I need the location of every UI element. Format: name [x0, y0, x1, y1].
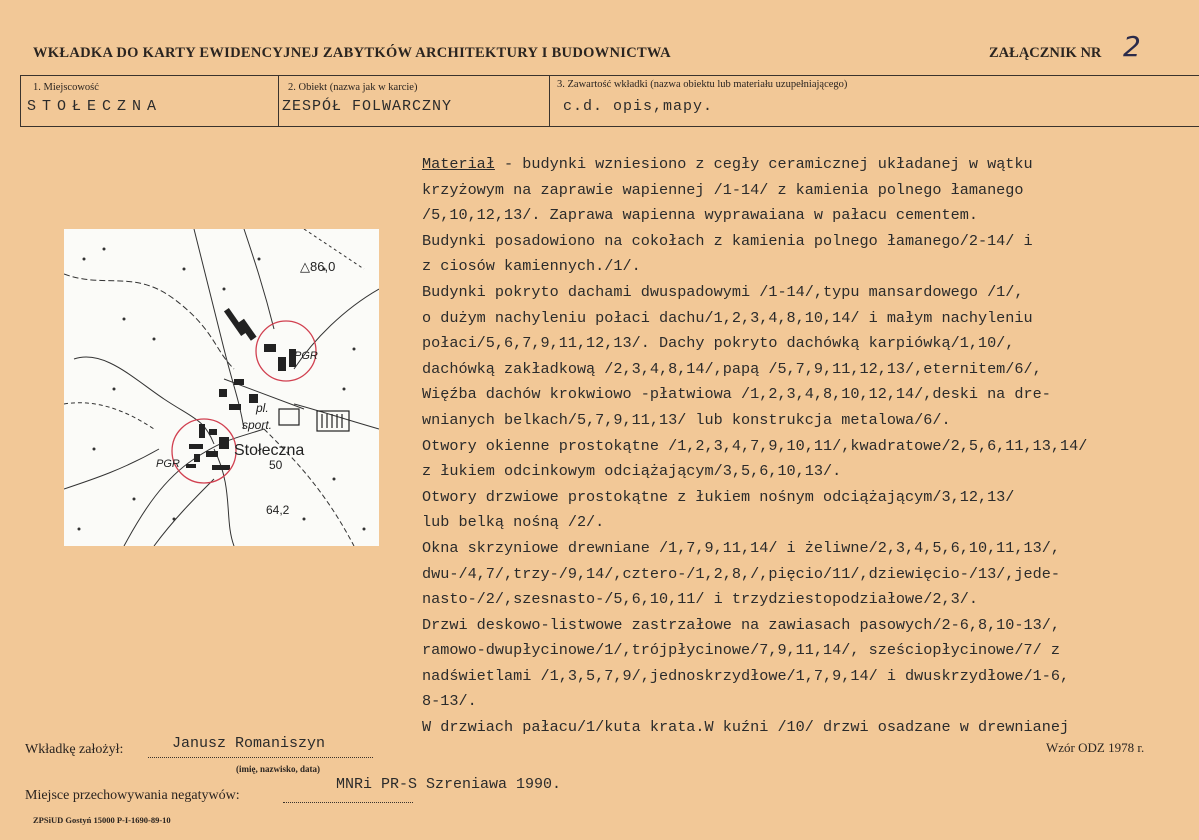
- description-line: Budynki pokryto dachami dwuspadowymi /1-14/,typu mansardowego /1/,: [422, 282, 1024, 301]
- description-line: o dużym nachyleniu połaci dachu/1,2,3,4,8,10,14/ i małym nachyleniu: [422, 308, 1033, 327]
- contents-label: 3. Zawartość wkładki (nazwa obiektu lub materiału uzupełniającego): [557, 79, 848, 90]
- author-hint: (imię, nazwisko, data): [236, 764, 320, 774]
- description-line: wnianych belkach/5,7,9,11,13/ lub konstrukcja metalowa/6/.: [422, 410, 951, 429]
- map-drawing: [64, 229, 379, 546]
- description-line: Okna skrzyniowe drewniane /1,7,9,11,14/ i żeliwne/2,3,4,5,6,10,11,13/,: [422, 538, 1060, 557]
- form-title: WKŁADKA DO KARTY EWIDENCYJNEJ ZABYTKÓW ARCHITEKTURY I BUDOWNICTWA: [33, 45, 671, 61]
- map-label-pgr-2: PGR: [156, 458, 180, 470]
- description-line: dwu-/4,7/,trzy-/9,14/,cztero-/1,2,8,/,pięcio/11/,dziewięcio-/13/,jede-: [422, 564, 1060, 583]
- map-elevation-2: 64,2: [266, 503, 290, 517]
- description-line: [422, 152, 1087, 178]
- description-line-rest: - budynki wzniesiono z cegły ceramicznej układanej w wątku: [494, 155, 1033, 173]
- storage-dotted-line: [283, 802, 413, 803]
- description-line: dachówką zakładkową /2,3,4,8,14/,papą /5,7,9,11,12,13/,eternitem/6/,: [422, 359, 1042, 378]
- description-line: nadświetlami /1,3,5,7,9/,jednoskrzydłowe/1,7,9,14/ i dwuskrzydłowe/1-6,: [422, 666, 1070, 685]
- description-line: /5,10,12,13/. Zaprawa wapienna wyprawaiana w pałacu cementem.: [422, 206, 978, 225]
- locality-value: STOŁECZNA: [27, 98, 163, 115]
- description-line: nasto-/2/,szesnasto-/5,6,10,11/ i trzydziestopodziałowe/2,3/.: [422, 590, 978, 609]
- form-version: Wzór ODZ 1978 r.: [1046, 740, 1145, 755]
- map-label-town: Stołeczna: [234, 442, 305, 459]
- fields-divider: [20, 126, 1199, 127]
- attachment-number: 2: [1123, 30, 1141, 63]
- attachment-label: ZAŁĄCZNIK NR: [989, 45, 1102, 61]
- locality-label: 1. Miejscowość: [33, 82, 99, 93]
- description-line: Drzwi deskowo-listwowe zastrzałowe na zawiasach pasowych/2-6,8,10-13/,: [422, 615, 1060, 634]
- field-separator-2: [549, 75, 550, 126]
- description-line: Otwory okienne prostokątne /1,2,3,4,7,9,10,11/,kwadratowe/2,5,6,11,13,14/: [422, 436, 1088, 455]
- author-dotted-line: [148, 757, 373, 758]
- description-text: [422, 152, 1087, 741]
- object-value: ZESPÓŁ FOLWARCZNY: [282, 98, 453, 115]
- storage-label: Miejsce przechowywania negatywów:: [25, 788, 240, 803]
- description-line: połaci/5,6,7,9,11,12,13/. Dachy pokryto dachówką karpiówką/1,10/,: [422, 334, 1015, 353]
- map-label-pl: pl.: [256, 401, 269, 415]
- author-label: Wkładkę założył:: [25, 742, 124, 757]
- object-label: 2. Obiekt (nazwa jak w karcie): [288, 82, 418, 93]
- map-elevation-1: △86,0: [300, 259, 336, 274]
- header-divider: [20, 75, 1199, 76]
- description-line: Więźba dachów krokwiowo -płatwiowa /1,2,3,4,8,10,12,14/,deski na dre-: [422, 385, 1051, 404]
- description-line: lub belką nośną /2/.: [422, 513, 605, 532]
- printer-info: ZPSiUD Gostyń 15000 P-I-1690-89-10: [33, 815, 171, 825]
- contents-value: c.d. opis,mapy.: [563, 98, 714, 115]
- description-line: ramowo-dwupłycinowe/1/,trójpłycinowe/7,9,11,14/, sześciopłycinowe/7/ z: [422, 641, 1060, 660]
- map-label-sport: sport.: [242, 418, 273, 432]
- description-line: 8-13/.: [422, 692, 477, 711]
- description-line: W drzwiach pałacu/1/kuta krata.W kuźni /10/ drzwi osadzane w drewnianej: [422, 718, 1070, 737]
- storage-value: MNRi PR-S Szreniawa 1990.: [336, 776, 562, 793]
- author-value: Janusz Romaniszyn: [172, 735, 326, 752]
- description-line: z ciosów kamiennych./1/.: [422, 257, 641, 276]
- description-line: Otwory drzwiowe prostokątne z łukiem nośnym odciążającym/3,12,13/: [422, 487, 1015, 506]
- location-map: [64, 229, 379, 546]
- field-separator-1: [278, 75, 279, 126]
- map-label-50: 50: [269, 458, 283, 472]
- description-line: Budynki posadowiono na cokołach z kamienia polnego łamanego/2-14/ i: [422, 231, 1033, 250]
- fields-left-border: [20, 75, 21, 126]
- map-label-pgr-1: PGR: [294, 350, 318, 362]
- description-keyword: Materiał: [422, 155, 495, 173]
- description-line: krzyżowym na zaprawie wapiennej /1-14/ z kamienia polnego łamanego: [422, 180, 1024, 199]
- description-line: z łukiem odcinkowym odciążającym/3,5,6,10,13/.: [422, 462, 842, 481]
